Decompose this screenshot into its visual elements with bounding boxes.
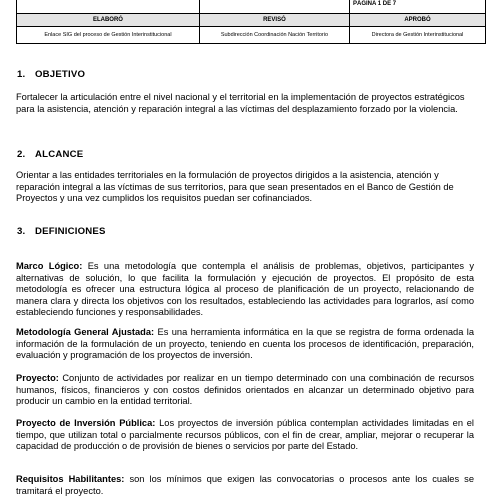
definition-term: Requisitos Habilitantes: [16, 474, 125, 484]
objetivo-paragraph: Fortalecer la articulación entre el nivel nacional y el territorial en la implementación de proyectos estratégicos para la asistencia, atención y reparación integral a las víctimas del desplazamiento forzado por la violencia. [16, 92, 465, 114]
definition-text: Los proyectos de inversión pública contemplan actividades limitadas en el tiempo, que utilizan total o parcialmente recursos públicos, con el fin de crear, ampliar, mejorar o recuperar la capacidad de producción o de provisión de bienes o servicios por parte del Estado. [16, 418, 474, 452]
section-number: 3. [17, 226, 26, 237]
reviso-value: Subdirección Coordinación Nación Territorio [199, 27, 349, 44]
definition-metodologia-general-ajustada [16, 327, 474, 362]
definition-text: Es una herramienta informática en la que se registra de forma ordenada la información de la formulación de un proyecto, teniendo en cuenta los procesos de identificación, preparación, evaluación y programación de los proyectos de inversión. [16, 327, 474, 361]
section-heading-objetivo [17, 69, 85, 80]
elaboro-value: Enlace SIG del proceso de Gestión Interinstitucional [17, 27, 200, 44]
section-heading-definiciones [17, 226, 106, 237]
definition-text: Conjunto de actividades por realizar en un tiempo determinado con una combinación de recursos humanos, físicos, financieros y con costos definidos orientados en alcanzar un determinado objetivo para producir un cambio en la entidad territorial. [16, 373, 474, 407]
column-aprobo: APROBÓ [349, 14, 485, 27]
header-values-row [17, 27, 486, 44]
page-number: PÁGINA 1 DE 7 [349, 0, 485, 14]
section-number: 1. [17, 69, 26, 80]
definition-proyecto-inversion-publica [16, 418, 474, 453]
column-reviso: REVISÓ [199, 14, 349, 27]
section-heading-alcance [17, 149, 83, 160]
section-title-text: DEFINICIONES [35, 226, 106, 237]
definition-requisitos-habilitantes [16, 474, 474, 497]
column-elaboro: ELABORÓ [17, 14, 200, 27]
definition-term: Proyecto de Inversión Pública: [16, 418, 156, 428]
aprobo-value: Directora de Gestión Interinstitucional [349, 27, 485, 44]
section-title-text: OBJETIVO [35, 69, 86, 80]
document-header-table [16, 0, 486, 44]
section-number: 2. [17, 149, 26, 160]
header-blank-cell [17, 0, 200, 14]
header-columns-row [17, 14, 486, 27]
definition-marco-logico [16, 261, 474, 319]
header-title-row [17, 0, 486, 14]
section-title-text: ALCANCE [35, 149, 84, 160]
definition-term: Proyecto: [16, 373, 59, 383]
definition-term: Marco Lógico: [16, 261, 83, 271]
process-title [199, 0, 349, 14]
definition-term: Metodología General Ajustada: [16, 327, 155, 337]
alcance-paragraph: Orientar a las entidades territoriales en la formulación de proyectos dirigidos a la asistencia, atención y reparación integral a las víctimas de sus territorios, para que sean presentados en el Banco de Gestión de Proyectos y una vez cumplidos los requisitos puedan ser cofinanciados. [16, 170, 454, 204]
definition-text: son los mínimos que exigen las convocatorias o procesos ante los cuales se tramitará el proyecto. [16, 474, 474, 496]
definition-text: Es una metodología que contempla el análisis de problemas, objetivos, participantes y alternativas de solución, lo que facilita la formulación y ejecución de proyectos. El propósito de esta metodología es ofrecer una estructura lógica al proceso de planificación de un proyecto, relacionando de manera clara y directa los objetivos con los resultados, estableciendo las actividades para lograrlos, así como estableciendo funciones y responsabilidades. [16, 261, 475, 318]
definition-proyecto [16, 373, 474, 408]
